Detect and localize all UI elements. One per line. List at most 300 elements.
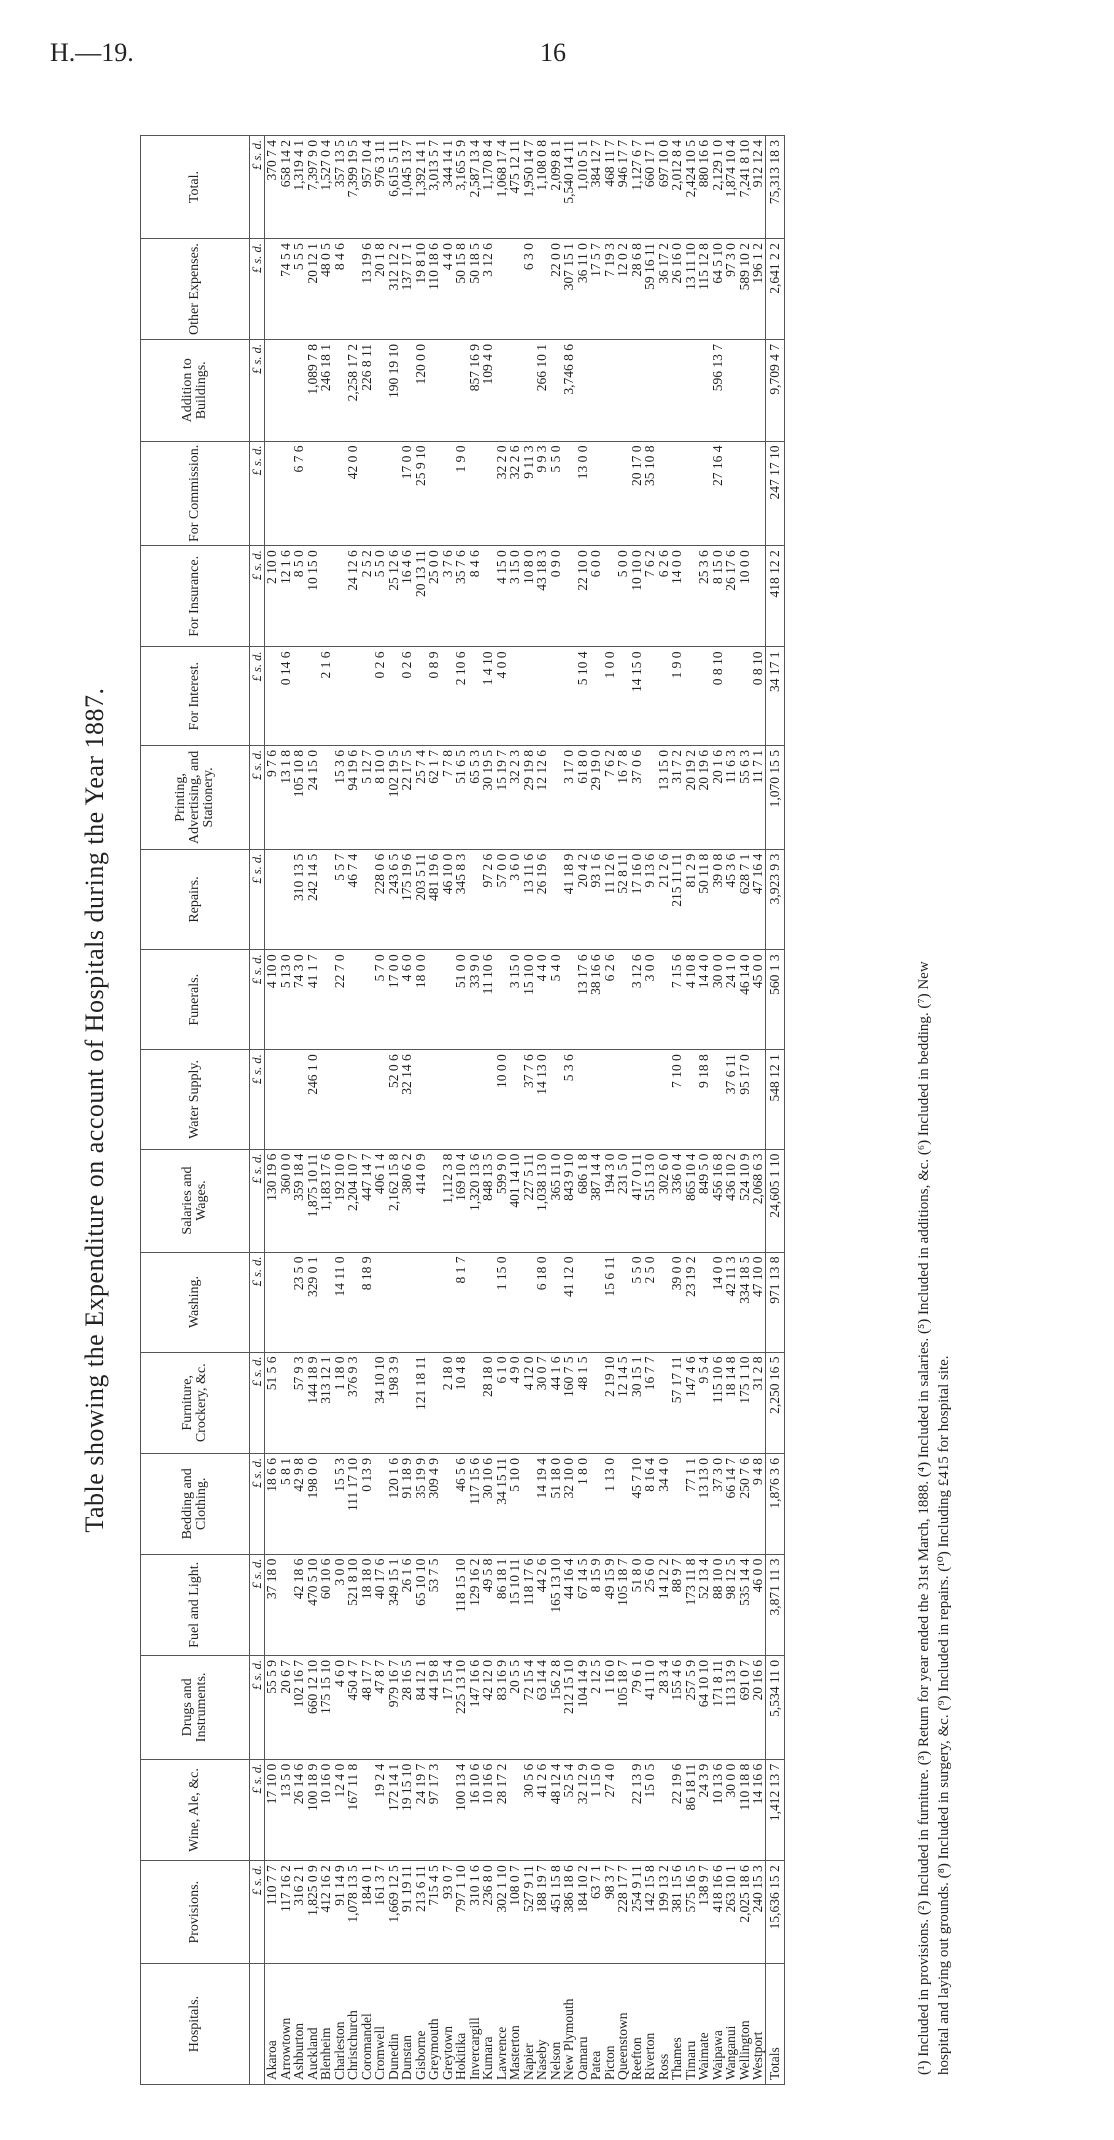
amount-cell: 1,089 7 8 (306, 340, 320, 442)
amount-cell: 98 3 7 (603, 1861, 617, 1964)
amount-cell: 8 15 9 (589, 1554, 603, 1655)
amount-cell (549, 1252, 563, 1352)
amount-cell (454, 340, 468, 442)
table-row (387, 136, 401, 2085)
amount-cell (346, 950, 360, 1050)
amount-cell: 130 19 6 (265, 1149, 279, 1252)
amount-cell (333, 647, 347, 746)
amount-cell: 470 5 10 (306, 1554, 320, 1655)
amount-cell: 359 18 4 (292, 1149, 306, 1252)
table-row (414, 136, 428, 2085)
amount-cell: 100 18 9 (306, 1759, 320, 1861)
amount-cell: 196 1 2 (751, 239, 765, 340)
amount-cell: 5,540 14 11 (562, 136, 576, 239)
amount-cell: 22 0 0 (549, 239, 563, 340)
amount-cell: 190 19 10 (387, 340, 401, 442)
amount-cell (279, 1050, 293, 1149)
units-cell: £ s. d. (250, 340, 265, 442)
amount-cell: 257 5 9 (684, 1656, 698, 1760)
amount-cell (427, 1252, 441, 1352)
amount-cell: 521 8 10 (346, 1554, 360, 1655)
amount-cell: 15 10 11 (508, 1554, 522, 1655)
amount-cell: 386 18 6 (562, 1861, 576, 1964)
amount-cell: 173 11 8 (684, 1554, 698, 1655)
amount-cell: 24 1 0 (724, 950, 738, 1050)
amount-cell: 2 19 10 (603, 1352, 617, 1454)
units-cell: £ s. d. (250, 950, 265, 1050)
amount-cell: 50 15 8 (454, 239, 468, 340)
units-cell: £ s. d. (250, 546, 265, 647)
amount-cell: 451 15 8 (549, 1861, 563, 1964)
table-row (441, 136, 455, 2085)
total-cell: 75,313 18 3 (765, 136, 784, 239)
column-header: Wine, Ale, &c. (141, 1759, 250, 1861)
amount-cell (481, 1050, 495, 1149)
amount-cell: 10 0 0 (738, 546, 752, 647)
table-row (522, 136, 536, 2085)
amount-cell (373, 1454, 387, 1555)
amount-cell (333, 340, 347, 442)
amount-cell: 316 2 1 (292, 1861, 306, 1964)
amount-cell: 44 2 6 (535, 1554, 549, 1655)
totals-row (765, 136, 784, 2085)
amount-cell: 227 5 11 (522, 1149, 536, 1252)
amount-cell (360, 849, 374, 950)
amount-cell: 1,320 13 6 (468, 1149, 482, 1252)
units-cell: £ s. d. (250, 849, 265, 950)
amount-cell: 26 16 0 (670, 239, 684, 340)
amount-cell: 2,204 10 7 (346, 1149, 360, 1252)
amount-cell (657, 647, 671, 746)
amount-cell: 8 4 6 (333, 239, 347, 340)
amount-cell: 15 3 6 (333, 746, 347, 850)
amount-cell: 7,241 8 10 (738, 136, 752, 239)
amount-cell: 2 5 2 (360, 546, 374, 647)
amount-cell: 65 5 3 (468, 746, 482, 850)
total-cell: 1,070 15 5 (765, 746, 784, 850)
amount-cell: 55 5 9 (265, 1656, 279, 1760)
amount-cell: 450 4 7 (346, 1656, 360, 1760)
column-header: Addition to Buildings. (141, 340, 250, 442)
amount-cell: 2 5 0 (643, 1252, 657, 1352)
amount-cell (657, 340, 671, 442)
amount-cell: 52 5 4 (562, 1759, 576, 1861)
amount-cell: 1,950 14 7 (522, 136, 536, 239)
amount-cell (319, 746, 333, 850)
amount-cell: 9 13 6 (643, 849, 657, 950)
amount-cell: 250 7 6 (738, 1454, 752, 1555)
total-cell: 5,534 11 0 (765, 1656, 784, 1760)
amount-cell: 51 5 6 (265, 1352, 279, 1454)
amount-cell: 4 12 0 (522, 1352, 536, 1454)
amount-cell: 376 9 3 (346, 1352, 360, 1454)
amount-cell (535, 647, 549, 746)
amount-cell (657, 1050, 671, 1149)
hospital-name-cell: Auckland (306, 1964, 320, 2085)
amount-cell (724, 647, 738, 746)
amount-cell: 50 18 5 (468, 239, 482, 340)
amount-cell (522, 1252, 536, 1352)
total-cell: 1,876 3 6 (765, 1454, 784, 1555)
hospital-name-cell: Greymouth (427, 1964, 441, 2085)
column-header: For Commission. (141, 441, 250, 546)
amount-cell: 45 7 10 (630, 1454, 644, 1555)
amount-cell: 20 4 2 (576, 849, 590, 950)
amount-cell (508, 1252, 522, 1352)
amount-cell: 31 7 2 (670, 746, 684, 850)
amount-cell (265, 239, 279, 340)
amount-cell: 37 6 11 (724, 1050, 738, 1149)
amount-cell: 14 0 0 (670, 546, 684, 647)
amount-cell: 4 4 0 (441, 239, 455, 340)
amount-cell: 5 5 0 (373, 546, 387, 647)
amount-cell: 9 11 3 (522, 441, 536, 546)
amount-cell: 33 9 0 (468, 950, 482, 1050)
amount-cell (265, 340, 279, 442)
amount-cell (468, 1252, 482, 1352)
amount-cell: 169 10 4 (454, 1149, 468, 1252)
amount-cell: 468 11 7 (603, 136, 617, 239)
amount-cell: 12 1 6 (279, 546, 293, 647)
amount-cell: 310 13 5 (292, 849, 306, 950)
amount-cell (454, 1050, 468, 1149)
amount-cell: 121 18 11 (414, 1352, 428, 1454)
amount-cell: 307 15 1 (562, 239, 576, 340)
amount-cell (441, 1454, 455, 1555)
amount-cell: 10 16 0 (319, 1759, 333, 1861)
amount-cell: 13 11 6 (522, 849, 536, 950)
amount-cell: 8 15 0 (711, 546, 725, 647)
amount-cell: 50 11 8 (697, 849, 711, 950)
amount-cell: 15 10 0 (522, 950, 536, 1050)
amount-cell: 14 13 0 (535, 1050, 549, 1149)
amount-cell: 25 9 10 (414, 441, 428, 546)
amount-cell (468, 849, 482, 950)
amount-cell (751, 441, 765, 546)
amount-cell: 309 4 9 (427, 1454, 441, 1555)
hospital-name-cell: Akaroa (265, 1964, 279, 2085)
amount-cell: 418 16 6 (711, 1861, 725, 1964)
amount-cell (441, 1759, 455, 1861)
amount-cell: 11 7 1 (751, 746, 765, 850)
amount-cell: 48 17 7 (360, 1656, 374, 1760)
amount-cell: 6 1 0 (495, 1352, 509, 1454)
amount-cell (387, 441, 401, 546)
amount-cell: 62 1 7 (427, 746, 441, 850)
amount-cell: 46 0 0 (751, 1554, 765, 1655)
table-row (319, 136, 333, 2085)
amount-cell: 384 12 7 (589, 136, 603, 239)
amount-cell: 349 15 1 (387, 1554, 401, 1655)
hospital-name-cell: Blenheim (319, 1964, 333, 2085)
amount-cell: 946 17 7 (616, 136, 630, 239)
amount-cell: 16 7 8 (616, 746, 630, 850)
amount-cell: 9 4 8 (751, 1454, 765, 1555)
column-header: Other Expenses. (141, 239, 250, 340)
amount-cell: 213 6 11 (414, 1861, 428, 1964)
amount-cell: 64 10 10 (697, 1656, 711, 1760)
amount-cell (279, 340, 293, 442)
amount-cell: 658 14 2 (279, 136, 293, 239)
amount-cell: 20 13 11 (414, 546, 428, 647)
units-cell (250, 1964, 265, 2085)
amount-cell: 102 19 5 (387, 746, 401, 850)
amount-cell (373, 441, 387, 546)
hospital-name-cell: Gisborne (414, 1964, 428, 2085)
amount-cell: 3,746 8 6 (562, 340, 576, 442)
amount-cell: 192 10 0 (333, 1149, 347, 1252)
amount-cell: 3 0 0 (333, 1554, 347, 1655)
amount-cell: 20 12 1 (306, 239, 320, 340)
amount-cell: 51 0 0 (454, 950, 468, 1050)
amount-cell: 38 16 6 (589, 950, 603, 1050)
amount-cell: 13 5 0 (279, 1759, 293, 1861)
amount-cell (549, 746, 563, 850)
amount-cell: 91 18 9 (400, 1454, 414, 1555)
amount-cell: 44 16 4 (562, 1554, 576, 1655)
units-cell: £ s. d. (250, 136, 265, 239)
amount-cell (427, 1050, 441, 1149)
amount-cell: 5 5 7 (333, 849, 347, 950)
amount-cell (697, 340, 711, 442)
amount-cell (414, 1252, 428, 1352)
amount-cell: 401 14 10 (508, 1149, 522, 1252)
hospital-name-cell: Oamaru (576, 1964, 590, 2085)
amount-cell (630, 340, 644, 442)
amount-cell: 24 12 6 (346, 546, 360, 647)
amount-cell: 345 8 3 (454, 849, 468, 950)
column-header: Water Supply. (141, 1050, 250, 1149)
amount-cell: 7,399 19 5 (346, 136, 360, 239)
amount-cell: 1 9 0 (454, 441, 468, 546)
column-header: Bedding and Clothing. (141, 1454, 250, 1555)
column-header: Repairs. (141, 849, 250, 950)
amount-cell: 880 16 6 (697, 136, 711, 239)
amount-cell: 198 3 9 (387, 1352, 401, 1454)
amount-cell: 10 4 8 (454, 1352, 468, 1454)
amount-cell: 246 18 1 (319, 340, 333, 442)
amount-cell: 30 15 1 (630, 1352, 644, 1454)
amount-cell: 61 8 0 (576, 746, 590, 850)
amount-cell (360, 950, 374, 1050)
amount-cell: 5 10 4 (576, 647, 590, 746)
amount-cell: 198 0 0 (306, 1454, 320, 1555)
hospital-name-cell: Greytown (441, 1964, 455, 2085)
amount-cell: 88 9 7 (670, 1554, 684, 1655)
amount-cell (738, 647, 752, 746)
amount-cell: 15 5 3 (333, 1454, 347, 1555)
table-row (535, 136, 549, 2085)
amount-cell: 848 13 5 (481, 1149, 495, 1252)
amount-cell: 18 18 0 (360, 1554, 374, 1655)
amount-cell: 13 13 0 (697, 1454, 711, 1555)
amount-cell: 225 13 10 (454, 1656, 468, 1760)
amount-cell: 17 15 4 (441, 1656, 455, 1760)
hospital-name-cell: Arrowtown (279, 1964, 293, 2085)
amount-cell: 4 10 0 (265, 950, 279, 1050)
amount-cell (400, 340, 414, 442)
amount-cell (616, 647, 630, 746)
amount-cell: 199 13 2 (657, 1861, 671, 1964)
amount-cell: 8 16 4 (643, 1454, 657, 1555)
amount-cell (346, 1050, 360, 1149)
amount-cell (279, 1554, 293, 1655)
page-number: 16 (540, 38, 566, 67)
amount-cell: 2 1 6 (319, 647, 333, 746)
amount-cell: 329 0 1 (306, 1252, 320, 1352)
amount-cell: 67 14 5 (576, 1554, 590, 1655)
amount-cell: 91 19 11 (400, 1861, 414, 1964)
hospital-name-cell: Reefton (630, 1964, 644, 2085)
amount-cell: 28 6 8 (630, 239, 644, 340)
amount-cell: 957 10 4 (360, 136, 374, 239)
amount-cell: 1,068 17 4 (495, 136, 509, 239)
amount-cell: 20 19 6 (697, 746, 711, 850)
column-header: Total. (141, 136, 250, 239)
hospital-name-cell: Patea (589, 1964, 603, 2085)
amount-cell: 3 12 6 (630, 950, 644, 1050)
amount-cell: 74 3 0 (292, 950, 306, 1050)
table-row (711, 136, 725, 2085)
amount-cell: 105 18 7 (616, 1656, 630, 1760)
total-cell: 1,412 13 7 (765, 1759, 784, 1861)
table-row (603, 136, 617, 2085)
amount-cell: 16 7 7 (643, 1352, 657, 1454)
amount-cell (468, 1050, 482, 1149)
amount-cell: 3,165 5 9 (454, 136, 468, 239)
amount-cell: 22 19 6 (670, 1759, 684, 1861)
amount-cell: 100 13 4 (454, 1759, 468, 1861)
amount-cell: 48 0 5 (319, 239, 333, 340)
amount-cell: 10 8 0 (522, 546, 536, 647)
table-row (495, 136, 509, 2085)
amount-cell: 3 12 6 (481, 239, 495, 340)
amount-cell (697, 647, 711, 746)
amount-cell: 20 17 0 (630, 441, 644, 546)
amount-cell: 1,825 0 9 (306, 1861, 320, 1964)
amount-cell: 20 19 2 (684, 746, 698, 850)
amount-cell: 8 1 7 (454, 1252, 468, 1352)
amount-cell (616, 1050, 630, 1149)
amount-cell (333, 441, 347, 546)
amount-cell: 2,068 6 3 (751, 1149, 765, 1252)
column-header: Fuel and Light. (141, 1554, 250, 1655)
units-cell: £ s. d. (250, 1352, 265, 1454)
amount-cell: 175 15 10 (319, 1656, 333, 1760)
amount-cell: 312 12 2 (387, 239, 401, 340)
amount-cell: 36 11 0 (576, 239, 590, 340)
amount-cell: 77 1 1 (684, 1454, 698, 1555)
amount-cell: 7,397 9 0 (306, 136, 320, 239)
table-row (373, 136, 387, 2085)
column-header: Printing, Advertising, and Stationery. (141, 746, 250, 850)
amount-cell: 242 14 5 (306, 849, 320, 950)
amount-cell (441, 1050, 455, 1149)
amount-cell: 41 2 6 (535, 1759, 549, 1861)
amount-cell: 26 19 6 (535, 849, 549, 950)
amount-cell: 66 14 7 (724, 1454, 738, 1555)
hospital-name-cell: Ashburton (292, 1964, 306, 2085)
amount-cell: 118 17 6 (522, 1554, 536, 1655)
amount-cell (589, 1050, 603, 1149)
amount-cell: 42 18 6 (292, 1554, 306, 1655)
amount-cell: 535 14 4 (738, 1554, 752, 1655)
amount-cell (657, 1759, 671, 1861)
amount-cell: 18 0 0 (414, 950, 428, 1050)
amount-cell: 30 0 0 (711, 950, 725, 1050)
amount-cell: 2,258 17 2 (346, 340, 360, 442)
amount-cell: 120 1 6 (387, 1454, 401, 1555)
rotated-table-sheet (80, 135, 990, 2085)
amount-cell (441, 441, 455, 546)
amount-cell (441, 340, 455, 442)
units-cell: £ s. d. (250, 1759, 265, 1861)
amount-cell: 10 13 6 (711, 1759, 725, 1861)
amount-cell: 40 17 6 (373, 1554, 387, 1655)
amount-cell: 14 12 2 (657, 1554, 671, 1655)
amount-cell: 417 0 11 (630, 1149, 644, 1252)
amount-cell: 1,170 8 4 (481, 136, 495, 239)
amount-cell: 42 11 3 (724, 1252, 738, 1352)
units-cell: £ s. d. (250, 1149, 265, 1252)
amount-cell (616, 340, 630, 442)
amount-cell (427, 441, 441, 546)
hospital-name-cell: Napier (522, 1964, 536, 2085)
amount-cell: 46 10 0 (441, 849, 455, 950)
amount-cell: 14 19 4 (535, 1454, 549, 1555)
amount-cell: 41 18 9 (562, 849, 576, 950)
units-cell: £ s. d. (250, 1656, 265, 1760)
hospital-name-cell: Timaru (684, 1964, 698, 2085)
units-cell: £ s. d. (250, 1861, 265, 1964)
amount-cell: 22 7 0 (333, 950, 347, 1050)
amount-cell (657, 1352, 671, 1454)
amount-cell: 797 1 10 (454, 1861, 468, 1964)
amount-cell: 120 0 0 (414, 340, 428, 442)
amount-cell: 39 0 8 (711, 849, 725, 950)
table-row (724, 136, 738, 2085)
amount-cell: 105 18 7 (616, 1554, 630, 1655)
amount-cell: 18 6 6 (265, 1454, 279, 1555)
amount-cell (562, 950, 576, 1050)
amount-cell (360, 1352, 374, 1454)
amount-cell (427, 1352, 441, 1454)
amount-cell: 27 16 4 (711, 441, 725, 546)
table-row (468, 136, 482, 2085)
amount-cell: 48 1 5 (576, 1352, 590, 1454)
amount-cell: 1,392 14 1 (414, 136, 428, 239)
amount-cell: 1 15 0 (589, 1759, 603, 1861)
total-cell: 560 1 3 (765, 950, 784, 1050)
amount-cell (292, 647, 306, 746)
amount-cell (495, 340, 509, 442)
amount-cell (684, 340, 698, 442)
amount-cell: 7 6 2 (603, 746, 617, 850)
amount-cell: 228 17 7 (616, 1861, 630, 1964)
amount-cell (589, 1252, 603, 1352)
amount-cell (414, 647, 428, 746)
total-cell: 34 17 1 (765, 647, 784, 746)
amount-cell: 263 10 1 (724, 1861, 738, 1964)
hospital-name-cell: Riverton (643, 1964, 657, 2085)
hospital-name-cell: Invercargill (468, 1964, 482, 2085)
total-cell: 2,641 2 2 (765, 239, 784, 340)
amount-cell: 2,129 1 0 (711, 136, 725, 239)
amount-cell: 34 4 0 (657, 1454, 671, 1555)
amount-cell: 266 10 1 (535, 340, 549, 442)
amount-cell: 1,112 3 8 (441, 1149, 455, 1252)
amount-cell: 8 5 0 (292, 546, 306, 647)
